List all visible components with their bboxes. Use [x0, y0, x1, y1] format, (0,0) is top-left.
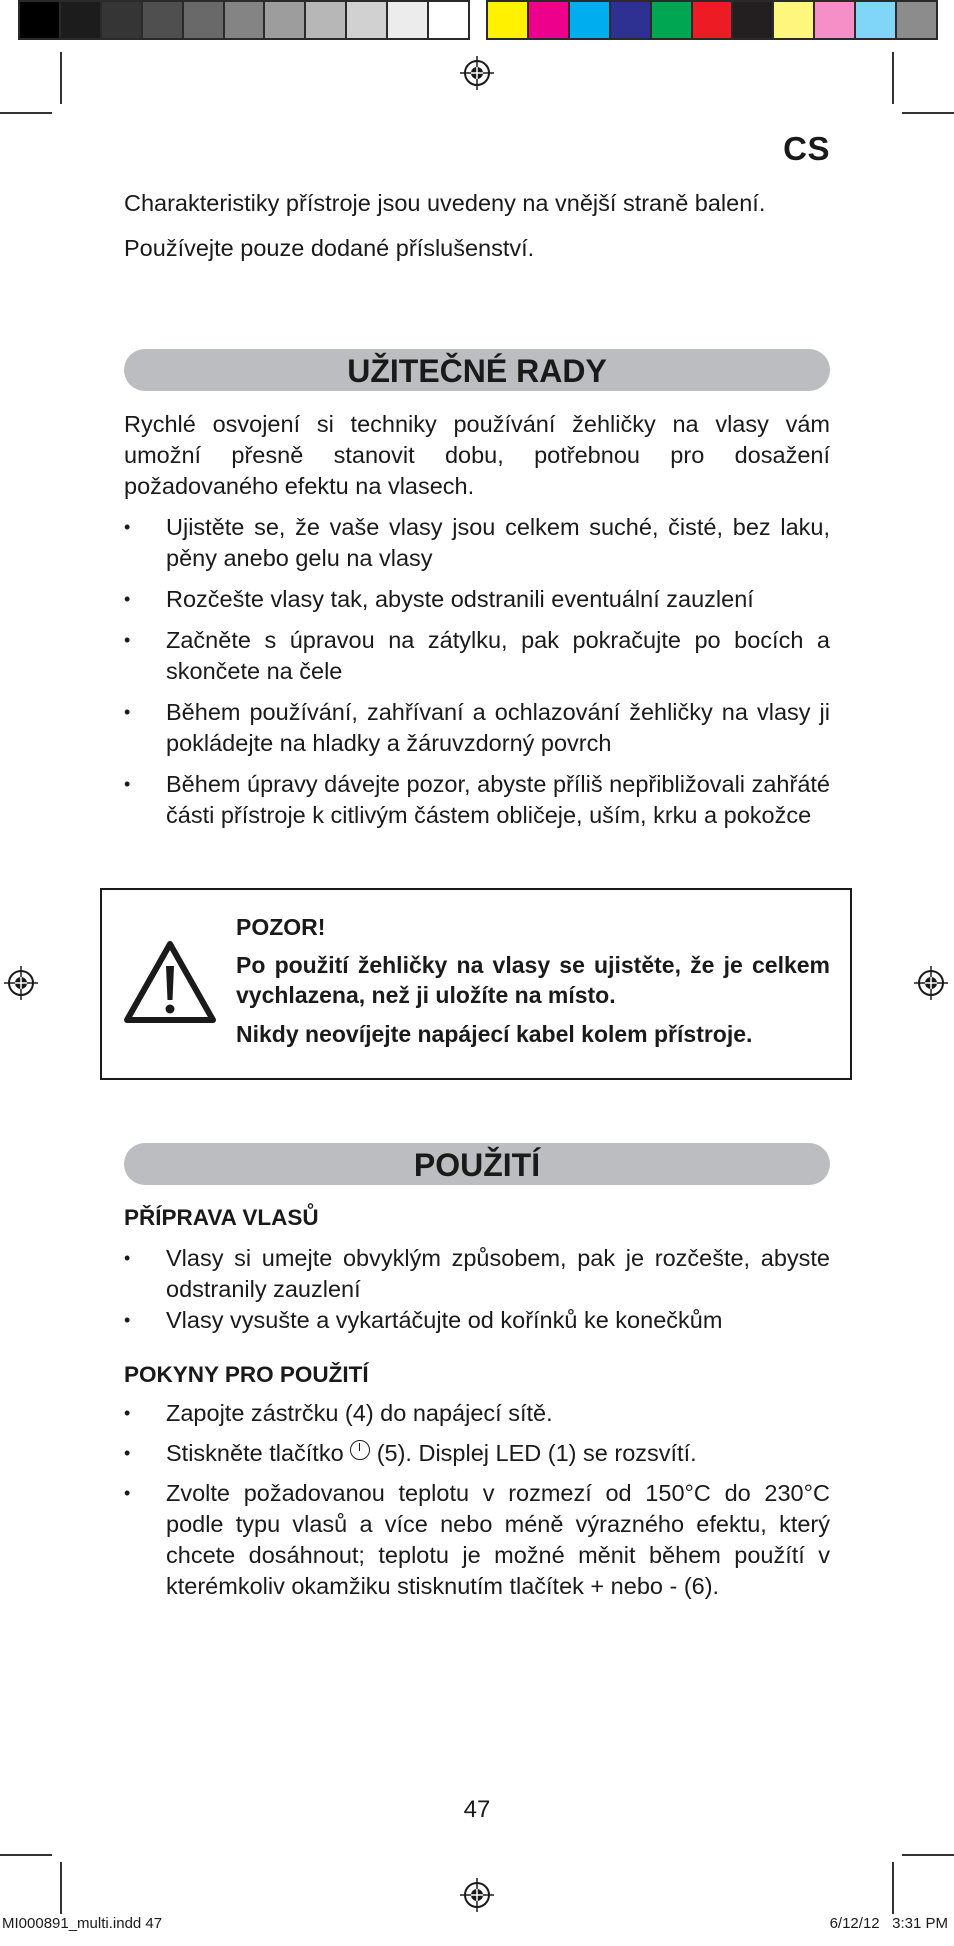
- color-bar-gap: [468, 0, 486, 44]
- registration-target-icon: [460, 56, 494, 90]
- color-swatch: [304, 0, 347, 40]
- crop-mark: [60, 52, 62, 104]
- color-swatch: [527, 0, 570, 40]
- color-swatch: [609, 0, 652, 40]
- hair-prep-list: [124, 1243, 830, 1336]
- crop-mark: [60, 1862, 62, 1914]
- color-swatch: [568, 0, 611, 40]
- color-swatch: [386, 0, 429, 40]
- list-item: • Zvolte požadovanou teplotu v rozmezí od 150°C do 230°C podle typu vlasů a více nebo méně výrazného efektu, který chcete dosáhnout; teplotu je možné měnit během použítí v kterémkoliv okamžiku stisknutím tlačítek + nebo - (6).: [124, 1478, 830, 1602]
- power-button-icon: [350, 1440, 370, 1460]
- registration-target-icon: [4, 966, 38, 1000]
- warning-heading: POZOR!: [236, 914, 326, 940]
- list-item: • Rozčešte vlasy tak, abyste odstranili eventuální zauzlení: [124, 584, 830, 615]
- color-swatch: [813, 0, 856, 40]
- color-swatch: [223, 0, 266, 40]
- tips-paragraph: Rychlé osvojení si techniky používání žehličky na vlasy vám umožní přesně stanovit dobu, potřebnou pro dosažení požadovaného efektu na vlasech.: [124, 411, 830, 499]
- color-swatch: [691, 0, 734, 40]
- list-item: • Vlasy vysušte a vykartáčujte od kořínků ke konečkům: [124, 1305, 830, 1336]
- list-item: • Během používání, zahřívaní a ochlazování žehličky na vlasy ji pokládejte na hladky a žáruvzdorný povrch: [124, 697, 830, 759]
- intro-line: Používejte pouze dodané příslušenství.: [124, 235, 535, 261]
- list-item: • Ujistěte se, že vaše vlasy jsou celkem suché, čisté, bez laku, pěny anebo gelu na vlasy: [124, 512, 830, 574]
- language-code: CS: [783, 130, 830, 167]
- intro-block: [124, 188, 830, 264]
- subheading-hair-prep: PŘÍPRAVA VLASŮ: [124, 1205, 319, 1230]
- intro-line: Charakteristiky přístroje jsou uvedeny na vnější straně balení.: [124, 190, 766, 216]
- color-swatch: [427, 0, 470, 40]
- instruction-text: Stiskněte tlačítko: [166, 1440, 344, 1466]
- usage-block: [124, 1203, 830, 1602]
- tips-block: [124, 409, 830, 831]
- color-swatch: [486, 0, 529, 40]
- instructions-list: [124, 1398, 830, 1602]
- section-title-tips: UŽITEČNÉ RADY: [124, 349, 830, 391]
- list-item: • Během úpravy dávejte pozor, abyste příliš nepřibližovali zahřáté části přístroje k citlivým částem obličeje, uším, krku a pokožce: [124, 769, 830, 831]
- color-registration-bar: [18, 0, 936, 44]
- warning-box: [100, 888, 852, 1080]
- color-swatch: [59, 0, 102, 40]
- registration-target-icon: [460, 1878, 494, 1912]
- tips-list: [124, 512, 830, 831]
- warning-text: [236, 912, 830, 1049]
- warning-line: Nikdy neovíjejte napájecí kabel kolem přístroje.: [236, 1021, 753, 1047]
- color-swatch: [100, 0, 143, 40]
- date-slug: 6/12/12 3:31 PM: [829, 1915, 948, 1932]
- section-title-usage: POUŽITÍ: [124, 1143, 830, 1185]
- instruction-text: (5). Displej LED (1) se rozsvítí.: [376, 1440, 697, 1466]
- color-swatch: [345, 0, 388, 40]
- crop-mark: [892, 52, 894, 104]
- list-item: • Vlasy si umejte obvyklým způsobem, pak je rozčešte, abyste odstranily zauzlení: [124, 1243, 830, 1305]
- color-swatch: [895, 0, 938, 40]
- warning-line: Po použití žehličky na vlasy se ujistěte, že je celkem vychlazena, než ji uložíte na místo.: [236, 952, 830, 1008]
- crop-mark: [0, 1854, 52, 1856]
- file-slug: MI000891_multi.indd 47: [2, 1915, 163, 1932]
- list-item: • Začněte s úpravou na zátylku, pak pokračujte po bocích a skončete na čele: [124, 625, 830, 687]
- page-number: 47: [463, 1796, 491, 1823]
- list-item: • Zapojte zástrčku (4) do napájecí sítě.: [124, 1398, 830, 1429]
- color-swatch: [854, 0, 897, 40]
- color-swatch: [182, 0, 225, 40]
- list-item: [124, 1438, 830, 1469]
- crop-mark: [0, 112, 52, 114]
- registration-target-icon: [914, 966, 948, 1000]
- color-swatch: [141, 0, 184, 40]
- color-swatch: [772, 0, 815, 40]
- crop-mark: [892, 1862, 894, 1914]
- warning-triangle-icon: [122, 938, 218, 1026]
- color-swatch: [650, 0, 693, 40]
- color-swatch: [731, 0, 774, 40]
- subheading-instructions: POKYNY PRO POUŽITÍ: [124, 1362, 369, 1387]
- crop-mark: [902, 1854, 954, 1856]
- color-swatch: [263, 0, 306, 40]
- color-swatch: [18, 0, 61, 40]
- crop-mark: [902, 112, 954, 114]
